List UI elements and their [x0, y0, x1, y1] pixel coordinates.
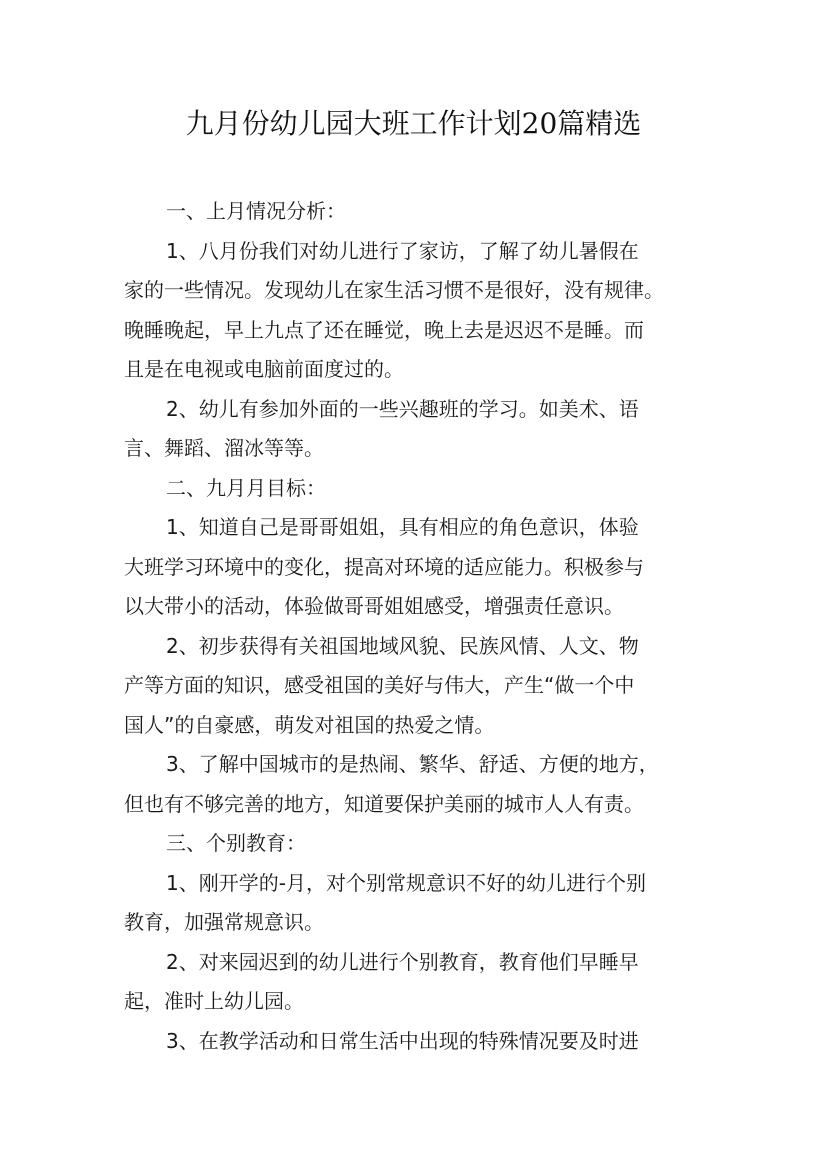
paragraph-line: 大班学习环境中的变化，提高对环境的适应能力。积极参与	[124, 554, 644, 579]
paragraph-line: 家的一些情况。发现幼儿在家生活习惯不是很好，没有规律。	[124, 278, 664, 302]
paragraph-line: 3、了解中国城市的是热闹、繁华、舒适、方便的地方，	[166, 752, 659, 776]
paragraph-line: 但也有不够完善的地方，知道要保护美丽的城市人人有责。	[124, 791, 644, 816]
section-heading-last-month: 一、上月情况分析：	[166, 199, 346, 223]
paragraph-line: 2、对来园迟到的幼儿进行个别教育，教育他们早睡早	[166, 949, 639, 974]
paragraph-line: 2、初步获得有关祖国地域风貌、民族风情、人文、物	[166, 633, 639, 658]
paragraph-line: 且是在电视或电脑前面度过的。	[124, 357, 404, 381]
paragraph-line: 产等方面的知识，感受祖国的美好与伟大，产生“做一个中	[124, 673, 635, 697]
paragraph-line: 以大带小的活动，体验做哥哥姐姐感受，增强责任意识。	[124, 594, 624, 618]
paragraph-line: 国人”的自豪感，萌发对祖国的热爱之情。	[124, 712, 495, 737]
section-heading-individual-education: 三、个别教育：	[166, 831, 306, 855]
paragraph-line: 起，准时上幼儿园。	[124, 989, 304, 1013]
paragraph-line: 2、幼儿有参加外面的一些兴趣班的学习。如美术、语	[166, 396, 639, 421]
paragraph-line: 教育，加强常规意识。	[124, 910, 324, 934]
paragraph-line: 1、刚开学的-月，对个别常规意识不好的幼儿进行个别	[166, 870, 646, 895]
paragraph-line: 3、在教学活动和日常生活中出现的特殊情况要及时进	[166, 1028, 639, 1053]
paragraph-line: 1、知道自己是哥哥姐姐，具有相应的角色意识，体验	[166, 515, 639, 539]
document-title: 九月份幼儿园大班工作计划20篇精选	[185, 107, 642, 140]
section-heading-september-goals: 二、九月月目标：	[166, 475, 326, 500]
paragraph-line: 言、舞蹈、溜冰等等。	[124, 436, 324, 460]
paragraph-line: 晚睡晚起，早上九点了还在睡觉，晚上去是迟迟不是睡。而	[124, 317, 644, 342]
document-body	[124, 192, 709, 1061]
paragraph-line: 1、八月份我们对幼儿进行了家访，了解了幼儿暑假在	[166, 238, 639, 263]
